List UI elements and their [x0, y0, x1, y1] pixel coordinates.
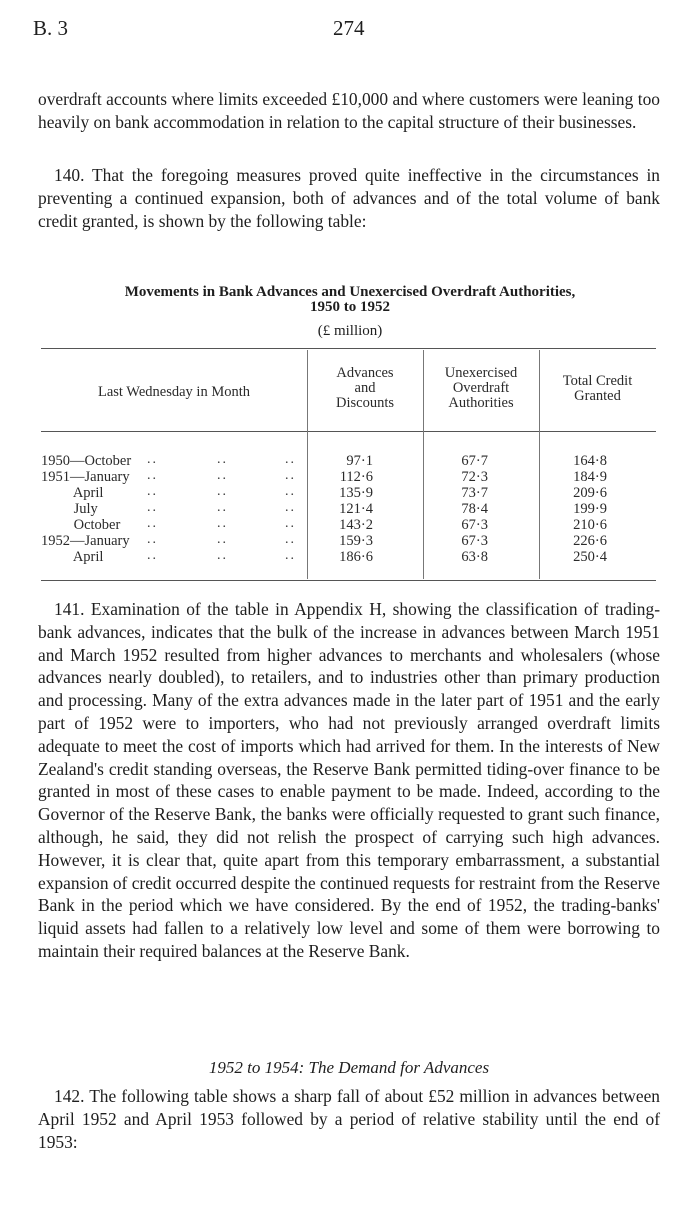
leader-dots: .. [217, 452, 228, 467]
row-label: April [41, 485, 104, 501]
cell-unexercised: 63·8 [461, 549, 488, 565]
cell-advances: 97·1 [346, 453, 373, 469]
header-line: Unexercised [444, 365, 518, 381]
row-label: October [41, 517, 121, 533]
cell-total: 199·9 [573, 501, 607, 517]
leader-dots: .. [285, 452, 296, 467]
table-title-line2: 1950 to 1952 [310, 299, 390, 315]
column-header-advances [307, 366, 423, 411]
paragraph-text: Examination of the table in Appendix H, showing the classification of trading-bank advances, indicates that the bulk of the increase in advances between March 1951 and March 1952 resulted from higher advances to merchants and wholesalers (whose advances nearly doubled), to retailers, and to industries other than primary production and processing. Many of the extra advances made in the later part of 1951 and the early part of 1952 were to importers, who had not previously arranged overdraft limits adequate to meet the cost of imports which had arrived for them. In the interests of New Zealand's credit standing overseas, the Reserve Bank permitted tiding-over finance to be granted in most of these cases to enable payment to be made. Indeed, according to the Governor of the Reserve Bank, the banks were officially requested to grant such finance, although, he said, they did not relish the prospect of carrying such high advances. However, it is clear that, quite apart from this temporary embarrassment, a substantial expansion of credit occurred despite the continued requests for restraint from the Reserve Bank in the period which we have considered. By the end of 1952, the trading-banks' liquid assets had fallen to a relatively low level and some of them were borrowing to maintain their required balances at the Reserve Bank. [38, 599, 660, 961]
cell-total: 210·6 [573, 517, 607, 533]
paragraph-text: The following table shows a sharp fall of about £52 million in advances between April 1952 and April 1953 followed by a period of relative stability until the end of 1953: [38, 1086, 660, 1152]
row-label: July [41, 501, 98, 517]
cell-unexercised: 67·3 [461, 533, 488, 549]
header-line: Granted [574, 388, 621, 404]
leader-dots: .. [217, 548, 228, 563]
leader-dots: .. [147, 500, 158, 515]
section-heading: 1952 to 1954: The Demand for Advances [208, 1058, 490, 1077]
paragraph-141 [38, 598, 660, 963]
section-code: B. 3 [33, 16, 69, 40]
leader-dots: .. [217, 532, 228, 547]
row-label: 1950—October [41, 453, 132, 469]
leader-dots: .. [147, 516, 158, 531]
leader-dots: .. [217, 500, 228, 515]
table-bottom-rule [41, 580, 656, 581]
cell-total: 164·8 [573, 453, 607, 469]
table-top-rule [41, 348, 656, 349]
leader-dots: .. [217, 468, 228, 483]
row-label: April [41, 549, 104, 565]
cell-unexercised: 73·7 [461, 485, 488, 501]
paragraph-text: overdraft accounts where limits exceeded £10,000 and where customers were leaning too heavily on bank accommodation in relation to the capital structure of their businesses. [38, 89, 660, 132]
cell-total: 250·4 [573, 549, 607, 565]
cell-total: 226·6 [573, 533, 607, 549]
cell-advances: 159·3 [339, 533, 373, 549]
cell-advances: 186·6 [339, 549, 373, 565]
leader-dots: .. [285, 468, 296, 483]
cell-total: 209·6 [573, 485, 607, 501]
table-header-rule [41, 431, 656, 432]
cell-unexercised: 67·3 [461, 517, 488, 533]
leader-dots: .. [217, 516, 228, 531]
header-line: Overdraft [452, 380, 510, 396]
leader-dots: .. [147, 532, 158, 547]
cell-advances: 121·4 [339, 501, 373, 517]
column-header-unexercised [423, 366, 539, 411]
cell-advances: 143·2 [339, 517, 373, 533]
column-header-month: Last Wednesday in Month [97, 384, 250, 400]
leader-dots: .. [147, 548, 158, 563]
cell-advances: 135·9 [339, 485, 373, 501]
header-line: Total Credit [562, 373, 633, 389]
table-title-line1: Movements in Bank Advances and Unexercised Overdraft Authorities, [124, 284, 576, 300]
leader-dots: .. [285, 532, 296, 547]
paragraph-142 [38, 1085, 660, 1153]
leader-dots: .. [147, 484, 158, 499]
row-label: 1951—January [41, 469, 130, 485]
header-line: Discounts [336, 395, 394, 411]
leader-dots: .. [217, 484, 228, 499]
header-line: and [354, 380, 376, 396]
paragraph-number: 140. [54, 165, 85, 185]
page-number: 274 [333, 16, 365, 40]
leader-dots: .. [285, 548, 296, 563]
cell-unexercised: 72·3 [461, 469, 488, 485]
cell-total: 184·9 [573, 469, 607, 485]
paragraph-number: 141. [54, 599, 85, 619]
header-line: Advances [336, 365, 394, 381]
row-label: 1952—January [41, 533, 130, 549]
paragraph-140 [38, 164, 660, 232]
cell-unexercised: 67·7 [461, 453, 488, 469]
cell-unexercised: 78·4 [461, 501, 488, 517]
header-line: Authorities [448, 395, 514, 411]
paragraph-text: That the foregoing measures proved quite ineffective in the circumstances in preventing a continued expansion, both of advances and of the total volume of bank credit granted, is shown by the following table: [38, 165, 660, 231]
column-header-total [539, 374, 656, 404]
paragraph-continuation [38, 88, 660, 134]
cell-advances: 112·6 [339, 469, 373, 485]
leader-dots: .. [147, 452, 158, 467]
paragraph-number: 142. [54, 1086, 85, 1106]
leader-dots: .. [285, 500, 296, 515]
table-unit: (£ million) [317, 323, 383, 339]
leader-dots: .. [285, 516, 296, 531]
leader-dots: .. [285, 484, 296, 499]
page-header [33, 16, 670, 46]
leader-dots: .. [147, 468, 158, 483]
table-title [40, 285, 660, 315]
data-table [41, 348, 656, 581]
